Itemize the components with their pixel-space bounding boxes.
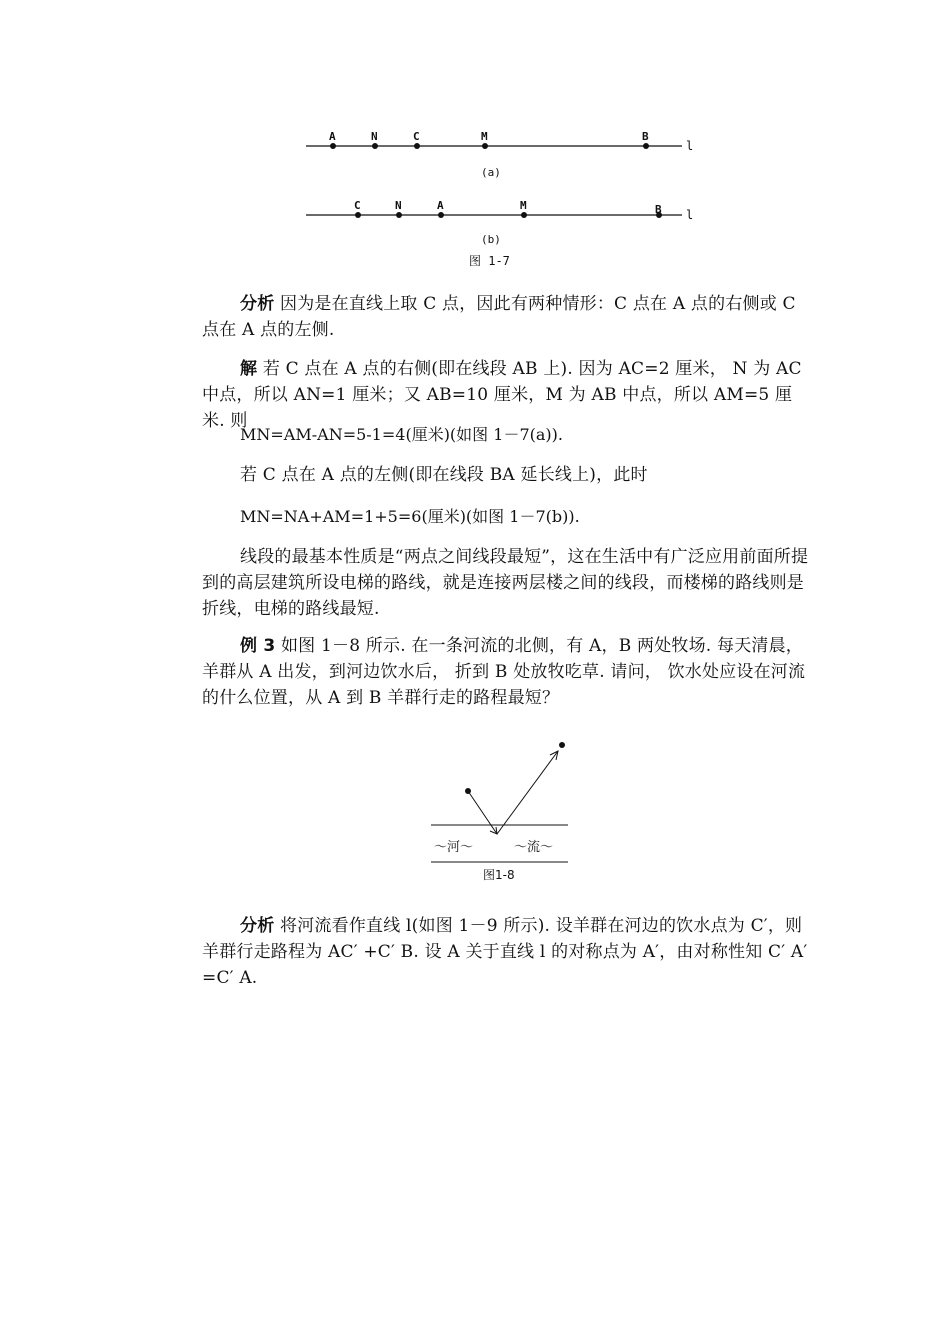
point-a-C	[414, 143, 420, 149]
figure-1-8	[428, 735, 578, 890]
path-A-to-river	[468, 791, 497, 834]
point-a-A	[330, 143, 336, 149]
formula-1: MN=AM-AN=5-1=4(厘米)(如图 1－7(a)).	[240, 425, 563, 444]
label-b-C: C	[354, 199, 361, 212]
point-a-N	[372, 143, 378, 149]
figure-1-7-svg	[300, 125, 700, 275]
figure-1-8-svg	[428, 735, 578, 890]
label-a-N: N	[371, 130, 378, 143]
river-label-right: ～流～	[514, 840, 554, 855]
analysis-2-text: 将河流看作直线 l(如图 1－9 所示). 设羊群在河边的饮水点为 C′，则羊群行走路程为 AC′ +C′ B. 设 A 关于直线 l 的对称点为 A′，由对称性知 C′ A′ =C′ A.	[202, 916, 808, 988]
label-b-B: B	[655, 203, 662, 216]
analysis-paragraph-1	[202, 291, 812, 343]
label-b-M: M	[520, 199, 527, 212]
sub-caption-a: (a)	[481, 166, 501, 179]
point-b-A	[438, 212, 444, 218]
figure-1-8-caption: 图1-8	[483, 868, 515, 882]
label-a-B: B	[642, 130, 649, 143]
label-a-M: M	[481, 130, 488, 143]
line-a-label: l	[686, 139, 694, 153]
point-B-dot	[559, 742, 565, 748]
point-b-M	[521, 212, 527, 218]
analysis-keyword: 分析	[240, 294, 275, 314]
solution-keyword: 解	[240, 359, 258, 379]
example-3-paragraph	[202, 633, 812, 711]
path-river-to-B	[497, 751, 558, 834]
example-3-keyword: 例 3	[240, 636, 276, 656]
case-2-text: 若 C 点在 A 点的左侧(即在线段 BA 延长线上)，此时	[240, 465, 648, 485]
analysis-text: 因为是在直线上取 C 点，因此有两种情形：C 点在 A 点的右侧或 C 点在 A 点的左侧.	[202, 294, 796, 340]
point-b-N	[396, 212, 402, 218]
river-label-left: ～河～	[434, 840, 474, 855]
figure-1-7-caption: 图 1-7	[469, 254, 510, 268]
sub-caption-b: (b)	[481, 233, 501, 246]
label-b-N: N	[395, 199, 402, 212]
property-paragraph: 线段的最基本性质是“两点之间线段最短”，这在生活中有广泛应用前面所提到的高层建筑所设电梯的路线，就是连接两层楼之间的线段，而楼梯的路线则是折线，电梯的路线最短.	[202, 547, 809, 619]
point-b-C	[355, 212, 361, 218]
example-3-text: 如图 1－8 所示. 在一条河流的北侧，有 A，B 两处牧场. 每天清晨，羊群从 A 出发，到河边饮水后， 折到 B 处放牧吃草. 请问， 饮水处应设在河流的什么位置，从 A 到 B 羊群行走的路程最短？	[202, 636, 806, 708]
line-b-label: l	[686, 208, 694, 222]
point-a-M	[482, 143, 488, 149]
formula-2: MN=NA+AM=1+5=6(厘米)(如图 1－7(b)).	[240, 507, 580, 526]
point-a-B	[643, 143, 649, 149]
analysis-2-keyword: 分析	[240, 916, 275, 936]
label-a-A: A	[329, 130, 336, 143]
analysis-paragraph-2	[202, 913, 812, 991]
label-a-C: C	[413, 130, 420, 143]
solution-text: 若 C 点在 A 点的右侧(即在线段 AB 上). 因为 AC=2 厘米， N 为 AC 中点，所以 AN=1 厘米；又 AB=10 厘米，M 为 AB 中点，所以 AM=5 厘米. 则	[202, 359, 802, 431]
label-b-A: A	[437, 199, 444, 212]
figure-1-7	[300, 125, 700, 275]
